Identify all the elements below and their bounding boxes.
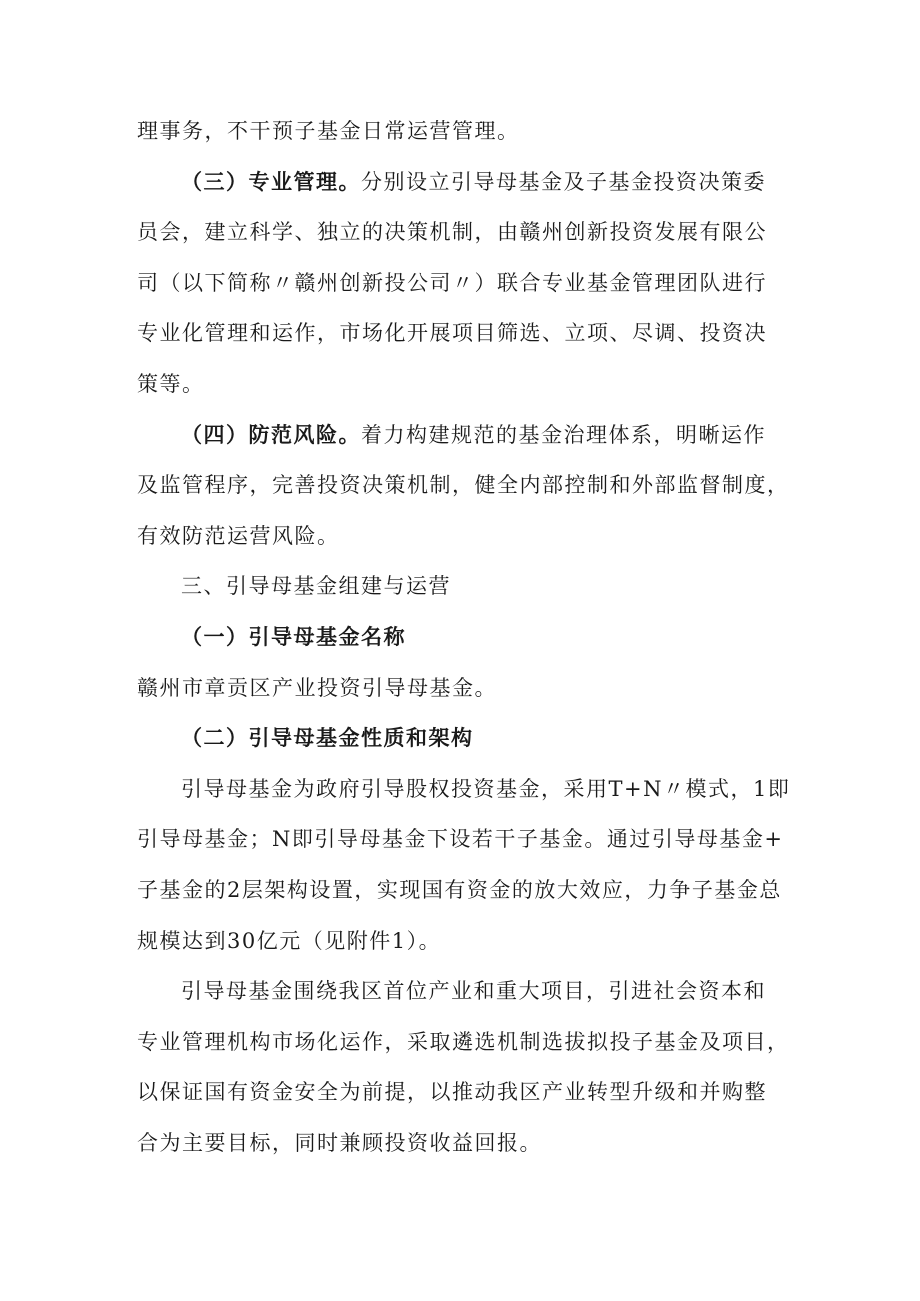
- text-run: 引导母基金；N即引导母基金下设若干子基金。通过引导母基金+: [137, 827, 784, 852]
- heading-text: （二）引导母基金性质和架构: [181, 726, 474, 751]
- text-run: 引导母基金为政府引导股权投资基金，采用T+N〃模式，1即: [181, 776, 791, 801]
- text-run: 赣州市章贡区产业投资引导母基金。: [137, 675, 497, 700]
- paragraph-line: [137, 157, 792, 208]
- paragraph-line: [137, 916, 792, 967]
- paragraph-line: [137, 258, 792, 309]
- text-run: 专业管理机构市场化运作，采取遴选机制选拔拟投子基金及项目，: [137, 1029, 790, 1054]
- paragraph-line: [137, 814, 792, 865]
- section-heading-inline: （四）防范风险。: [181, 422, 361, 447]
- text-run: 合为主要目标，同时兼顾投资收益回报。: [137, 1130, 542, 1155]
- paragraph-line: [137, 1067, 792, 1118]
- text-run: 专业化管理和运作，市场化开展项目筛选、立项、尽调、投资决: [137, 321, 767, 346]
- paragraph-line: [137, 764, 792, 815]
- text-run: 员会，建立科学、独立的决策机制，由赣州创新投资发展有限公: [137, 220, 767, 245]
- subsection-heading: [137, 612, 792, 663]
- section-title: [137, 561, 792, 612]
- paragraph-line: [137, 511, 792, 562]
- text-run: 及监管程序，完善投资决策机制，健全内部控制和外部监督制度，: [137, 473, 790, 498]
- text-run: 着力构建规范的基金治理体系，明晰运作: [361, 422, 766, 447]
- text-run: 三、引导母基金组建与运营: [181, 574, 451, 599]
- text-run: 策等。: [137, 371, 205, 396]
- text-run: 理事务，不干预子基金日常运营管理。: [137, 119, 520, 143]
- paragraph-line: [137, 663, 792, 714]
- paragraph-line: [137, 308, 792, 359]
- paragraph-line: [137, 1118, 792, 1169]
- text-run: 子基金的2层架构设置，实现国有资金的放大效应，力争子基金总: [137, 877, 782, 902]
- heading-text: （一）引导母基金名称: [181, 624, 406, 649]
- text-run: 分别设立引导母基金及子基金投资决策委: [361, 169, 766, 194]
- text-run: 规模达到30亿元（见附件1）。: [137, 928, 442, 953]
- text-run: 引导母基金围绕我区首位产业和重大项目，引进社会资本和: [181, 979, 766, 1004]
- paragraph-line: [137, 106, 792, 157]
- subsection-heading: [137, 713, 792, 764]
- paragraph-line: [137, 207, 792, 258]
- paragraph-line: [137, 359, 792, 410]
- section-heading-inline: （三）专业管理。: [181, 169, 361, 194]
- paragraph-line: [137, 460, 792, 511]
- text-run: 司（以下简称〃赣州创新投公司〃）联合专业基金管理团队进行: [137, 270, 767, 295]
- paragraph-line: [137, 410, 792, 461]
- paragraph-line: [137, 966, 792, 1017]
- paragraph-line: [137, 865, 792, 916]
- text-run: 以保证国有资金安全为前提，以推动我区产业转型升级和并购整: [137, 1080, 767, 1105]
- text-run: 有效防范运营风险。: [137, 523, 340, 548]
- document-body: [137, 106, 792, 1168]
- paragraph-line: [137, 1017, 792, 1068]
